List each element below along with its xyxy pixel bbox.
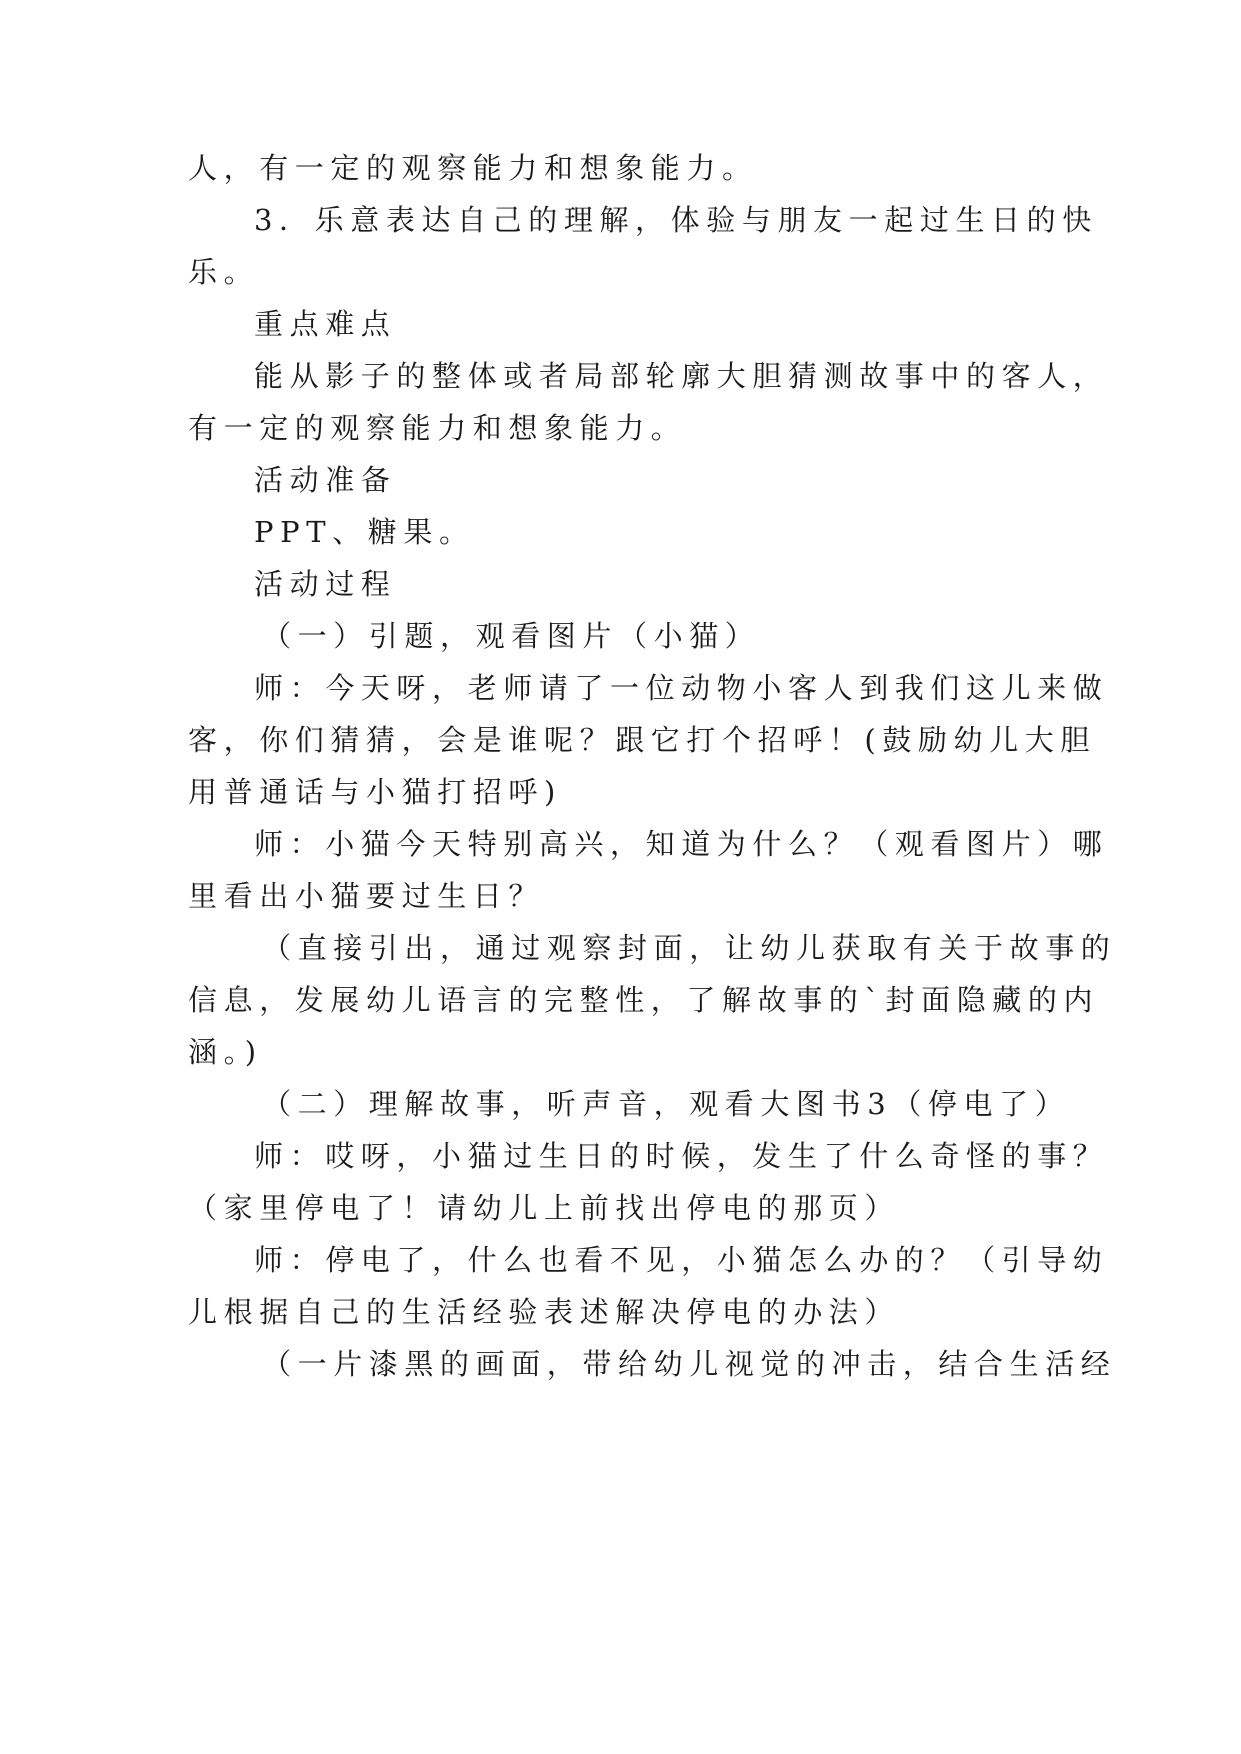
- text-line: PPT、糖果。: [254, 515, 475, 549]
- text-line: 有一定的观察能力和想象能力。: [188, 411, 687, 445]
- subsection-heading: （二）理解故事，听声音，观看大图书3（停电了）: [262, 1087, 1071, 1121]
- text-line: 里看出小猫要过生日？: [188, 879, 545, 913]
- text-line: 师：今天呀，老师请了一位动物小客人到我们这儿来做: [254, 671, 1109, 705]
- text-line: （家里停电了！请幼儿上前找出停电的那页）: [188, 1191, 901, 1225]
- text-line: 儿根据自己的生活经验表述解决停电的办法）: [188, 1295, 901, 1329]
- text-line: 师：停电了，什么也看不见，小猫怎么办的？（引导幼: [254, 1243, 1109, 1277]
- text-line: 能从影子的整体或者局部轮廓大胆猜测故事中的客人，: [254, 359, 1109, 393]
- text-line: （直接引出，通过观察封面，让幼儿获取有关于故事的: [262, 931, 1117, 965]
- subsection-heading: （一）引题，观看图片（小猫）: [262, 619, 761, 653]
- section-heading: 重点难点: [254, 307, 397, 341]
- text-line: 师：哎呀，小猫过生日的时候，发生了什么奇怪的事？: [254, 1139, 1109, 1173]
- text-line: 信息，发展幼儿语言的完整性，了解故事的`封面隐藏的内: [188, 983, 1100, 1017]
- section-heading: 活动准备: [254, 463, 397, 497]
- text-line: 人，有一定的观察能力和想象能力。: [188, 151, 758, 185]
- text-line: 乐。: [188, 255, 260, 289]
- text-line: 客，你们猜猜，会是谁呢？跟它打个招呼！(鼓励幼儿大胆: [188, 723, 1096, 757]
- section-heading: 活动过程: [254, 567, 397, 601]
- text-line: （一片漆黑的画面，带给幼儿视觉的冲击，结合生活经: [262, 1347, 1117, 1381]
- text-line: 师：小猫今天特别高兴，知道为什么？（观看图片）哪: [254, 827, 1109, 861]
- text-line: 涵。): [188, 1035, 263, 1069]
- text-line: 3．乐意表达自己的理解，体验与朋友一起过生日的快: [254, 203, 1098, 237]
- text-line: 用普通话与小猫打招呼): [188, 775, 562, 809]
